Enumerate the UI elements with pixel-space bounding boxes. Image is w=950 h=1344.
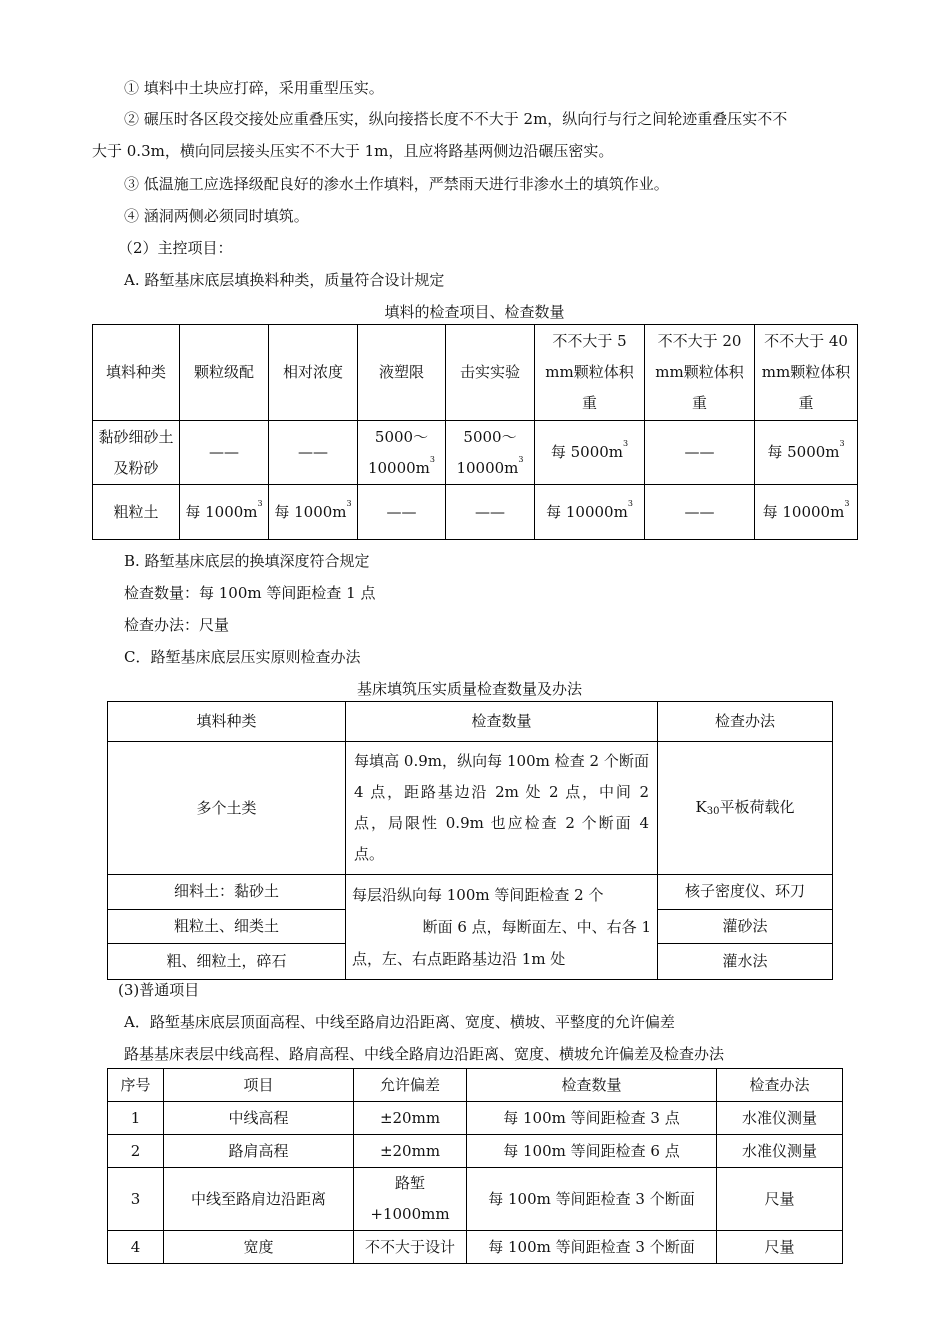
table-cell: 每 100m 等间距检查 3 点: [467, 1102, 717, 1135]
table-row: [108, 875, 833, 910]
table-cell: 尺量: [717, 1168, 843, 1231]
table-cell: 1: [108, 1102, 164, 1135]
header-cell: 不不大于 20 mm颗粒体积重: [645, 325, 755, 421]
table-row: [93, 421, 858, 485]
table-cell: 每 $10000m^3$: [535, 485, 645, 540]
header-cell: 填料种类: [108, 702, 346, 742]
header-cell: 序号: [108, 1069, 164, 1102]
deviation-check-table: [107, 1068, 843, 1264]
paragraph: 大于 0.3m，横向同层接头压实不不大于 1m，且应将路基两侧边沿碾压密实。: [92, 142, 614, 160]
table-row: [108, 742, 833, 875]
paragraph: 检查数量：每 100m 等间距检查 1 点: [124, 584, 376, 602]
table-cell: 粗粒土: [93, 485, 180, 540]
text-line: 断面 6 点，每断面左、中、右各 1: [422, 918, 651, 936]
section-heading: (3)普通项目: [118, 981, 200, 999]
header-cell: 不不大于 40 mm颗粒体积重: [755, 325, 858, 421]
table-cell: 每 $10000m^3$: [755, 485, 858, 540]
table-cell: $5000\sim 10000m^3$: [358, 421, 446, 485]
header-cell: 不不大于 5 mm颗粒体积重: [535, 325, 645, 421]
table-header-row: [93, 325, 858, 421]
table-cell: 中线高程: [164, 1102, 354, 1135]
table-cell: 每 100m 等间距检查 3 个断面: [467, 1168, 717, 1231]
table-caption: 基床填筑压实质量检查数量及办法: [356, 680, 582, 698]
paragraph: ① 填料中土块应打碎，采用重型压实。: [124, 79, 384, 97]
table-row: [108, 1231, 843, 1264]
paragraph: ② 碾压时各区段交接处应重叠压实，纵向接搭长度不不大于 2m，纵向行与行之间轮迹重叠压实不不: [124, 110, 788, 128]
table-cell: 尺量: [717, 1231, 843, 1264]
table-cell: 水准仪测量: [717, 1102, 843, 1135]
header-cell: 液塑限: [358, 325, 446, 421]
paragraph: ③ 低温施工应选择级配良好的渗水土作填料，严禁雨天进行非渗水土的填筑作业。: [124, 175, 669, 193]
table-cell: 多个土类: [108, 742, 346, 875]
table-cell: 不不大于设计: [354, 1231, 467, 1264]
table-header-row: [108, 702, 833, 742]
table-cell: $K_{30}$平板荷载化: [658, 742, 833, 875]
table-cell-merged: [346, 875, 658, 980]
paragraph: C．路堑基床底层压实原则检查办法: [124, 648, 361, 666]
table-caption: 填料的检查项目、检查数量: [384, 303, 565, 321]
table-caption: 路基基床表层中线高程、路肩高程、中线全路肩边沿距离、宽度、横坡允许偏差及检查办法: [124, 1045, 725, 1063]
table-cell: 灌砂法: [658, 909, 833, 944]
header-cell: 填料种类: [93, 325, 180, 421]
header-cell: 检查办法: [658, 702, 833, 742]
table-cell: 粗粒土、细类土: [108, 909, 346, 944]
table-cell: ——: [446, 485, 535, 540]
paragraph: 检查办法：尺量: [124, 616, 230, 634]
header-cell: 允许偏差: [354, 1069, 467, 1102]
table-row: [108, 1135, 843, 1168]
table-cell: ±20mm: [354, 1135, 467, 1168]
table-cell: 每 100m 等间距检查 6 点: [467, 1135, 717, 1168]
table-cell: 每 $1000m^3$: [269, 485, 358, 540]
table-cell: ——: [358, 485, 446, 540]
fill-check-table: [92, 324, 858, 540]
table-cell: 3: [108, 1168, 164, 1231]
table-cell: 粗、细粒土，碎石: [108, 944, 346, 980]
table-row: [108, 1102, 843, 1135]
header-cell: 颗粒级配: [180, 325, 269, 421]
paragraph: A．路堑基床底层顶面高程、中线至路肩边沿距离、宽度、横坡、平整度的允许偏差: [124, 1013, 675, 1031]
compaction-check-table: [107, 701, 833, 980]
table-cell: $5000\sim 10000m^3$: [446, 421, 535, 485]
table-cell: ——: [180, 421, 269, 485]
section-heading: （2）主控项目：: [118, 239, 233, 257]
table-cell: 灌水法: [658, 944, 833, 980]
table-cell: 宽度: [164, 1231, 354, 1264]
header-cell: 相对浓度: [269, 325, 358, 421]
table-cell: 细料土：黏砂土: [108, 875, 346, 910]
header-cell: 检查数量: [467, 1069, 717, 1102]
table-cell: 每填高 0.9m，纵向每 100m 检查 2 个断面 4 点，距路基边沿 2m 处 2 点，中间 2 点，局限性 0.9m 也应检查 2 个断面 4 点。: [346, 742, 658, 875]
table-cell: 中线至路肩边沿距离: [164, 1168, 354, 1231]
table-cell: 2: [108, 1135, 164, 1168]
paragraph: B. 路堑基床底层的换填深度符合规定: [124, 552, 370, 570]
table-cell: ——: [645, 485, 755, 540]
paragraph: A. 路堑基床底层填换料种类，质量符合设计规定: [124, 271, 445, 289]
table-cell: 每 100m 等间距检查 3 个断面: [467, 1231, 717, 1264]
table-cell: ——: [269, 421, 358, 485]
table-cell: 路肩高程: [164, 1135, 354, 1168]
header-cell: 检查办法: [717, 1069, 843, 1102]
table-cell: 每 $5000m^3$: [755, 421, 858, 485]
header-cell: 击实实验: [446, 325, 535, 421]
table-header-row: [108, 1069, 843, 1102]
paragraph: ④ 涵洞两侧必须同时填筑。: [124, 207, 309, 225]
table-cell: 每 $1000m^3$: [180, 485, 269, 540]
table-cell: 水准仪测量: [717, 1135, 843, 1168]
text-line: 每层沿纵向每 100m 等间距检查 2 个: [352, 886, 604, 904]
table-cell: 核子密度仪、环刀: [658, 875, 833, 910]
table-cell: 每 $5000m^3$: [535, 421, 645, 485]
text-line: 点，左、右点距路基边沿 1m 处: [352, 950, 566, 968]
header-cell: 检查数量: [346, 702, 658, 742]
table-row: [108, 1168, 843, 1231]
table-cell: ±20mm: [354, 1102, 467, 1135]
header-cell: 项目: [164, 1069, 354, 1102]
table-row: [93, 485, 858, 540]
table-cell: 路堑+1000mm: [354, 1168, 467, 1231]
table-cell: ——: [645, 421, 755, 485]
table-cell: 黏砂细砂土及粉砂: [93, 421, 180, 485]
table-cell: 4: [108, 1231, 164, 1264]
